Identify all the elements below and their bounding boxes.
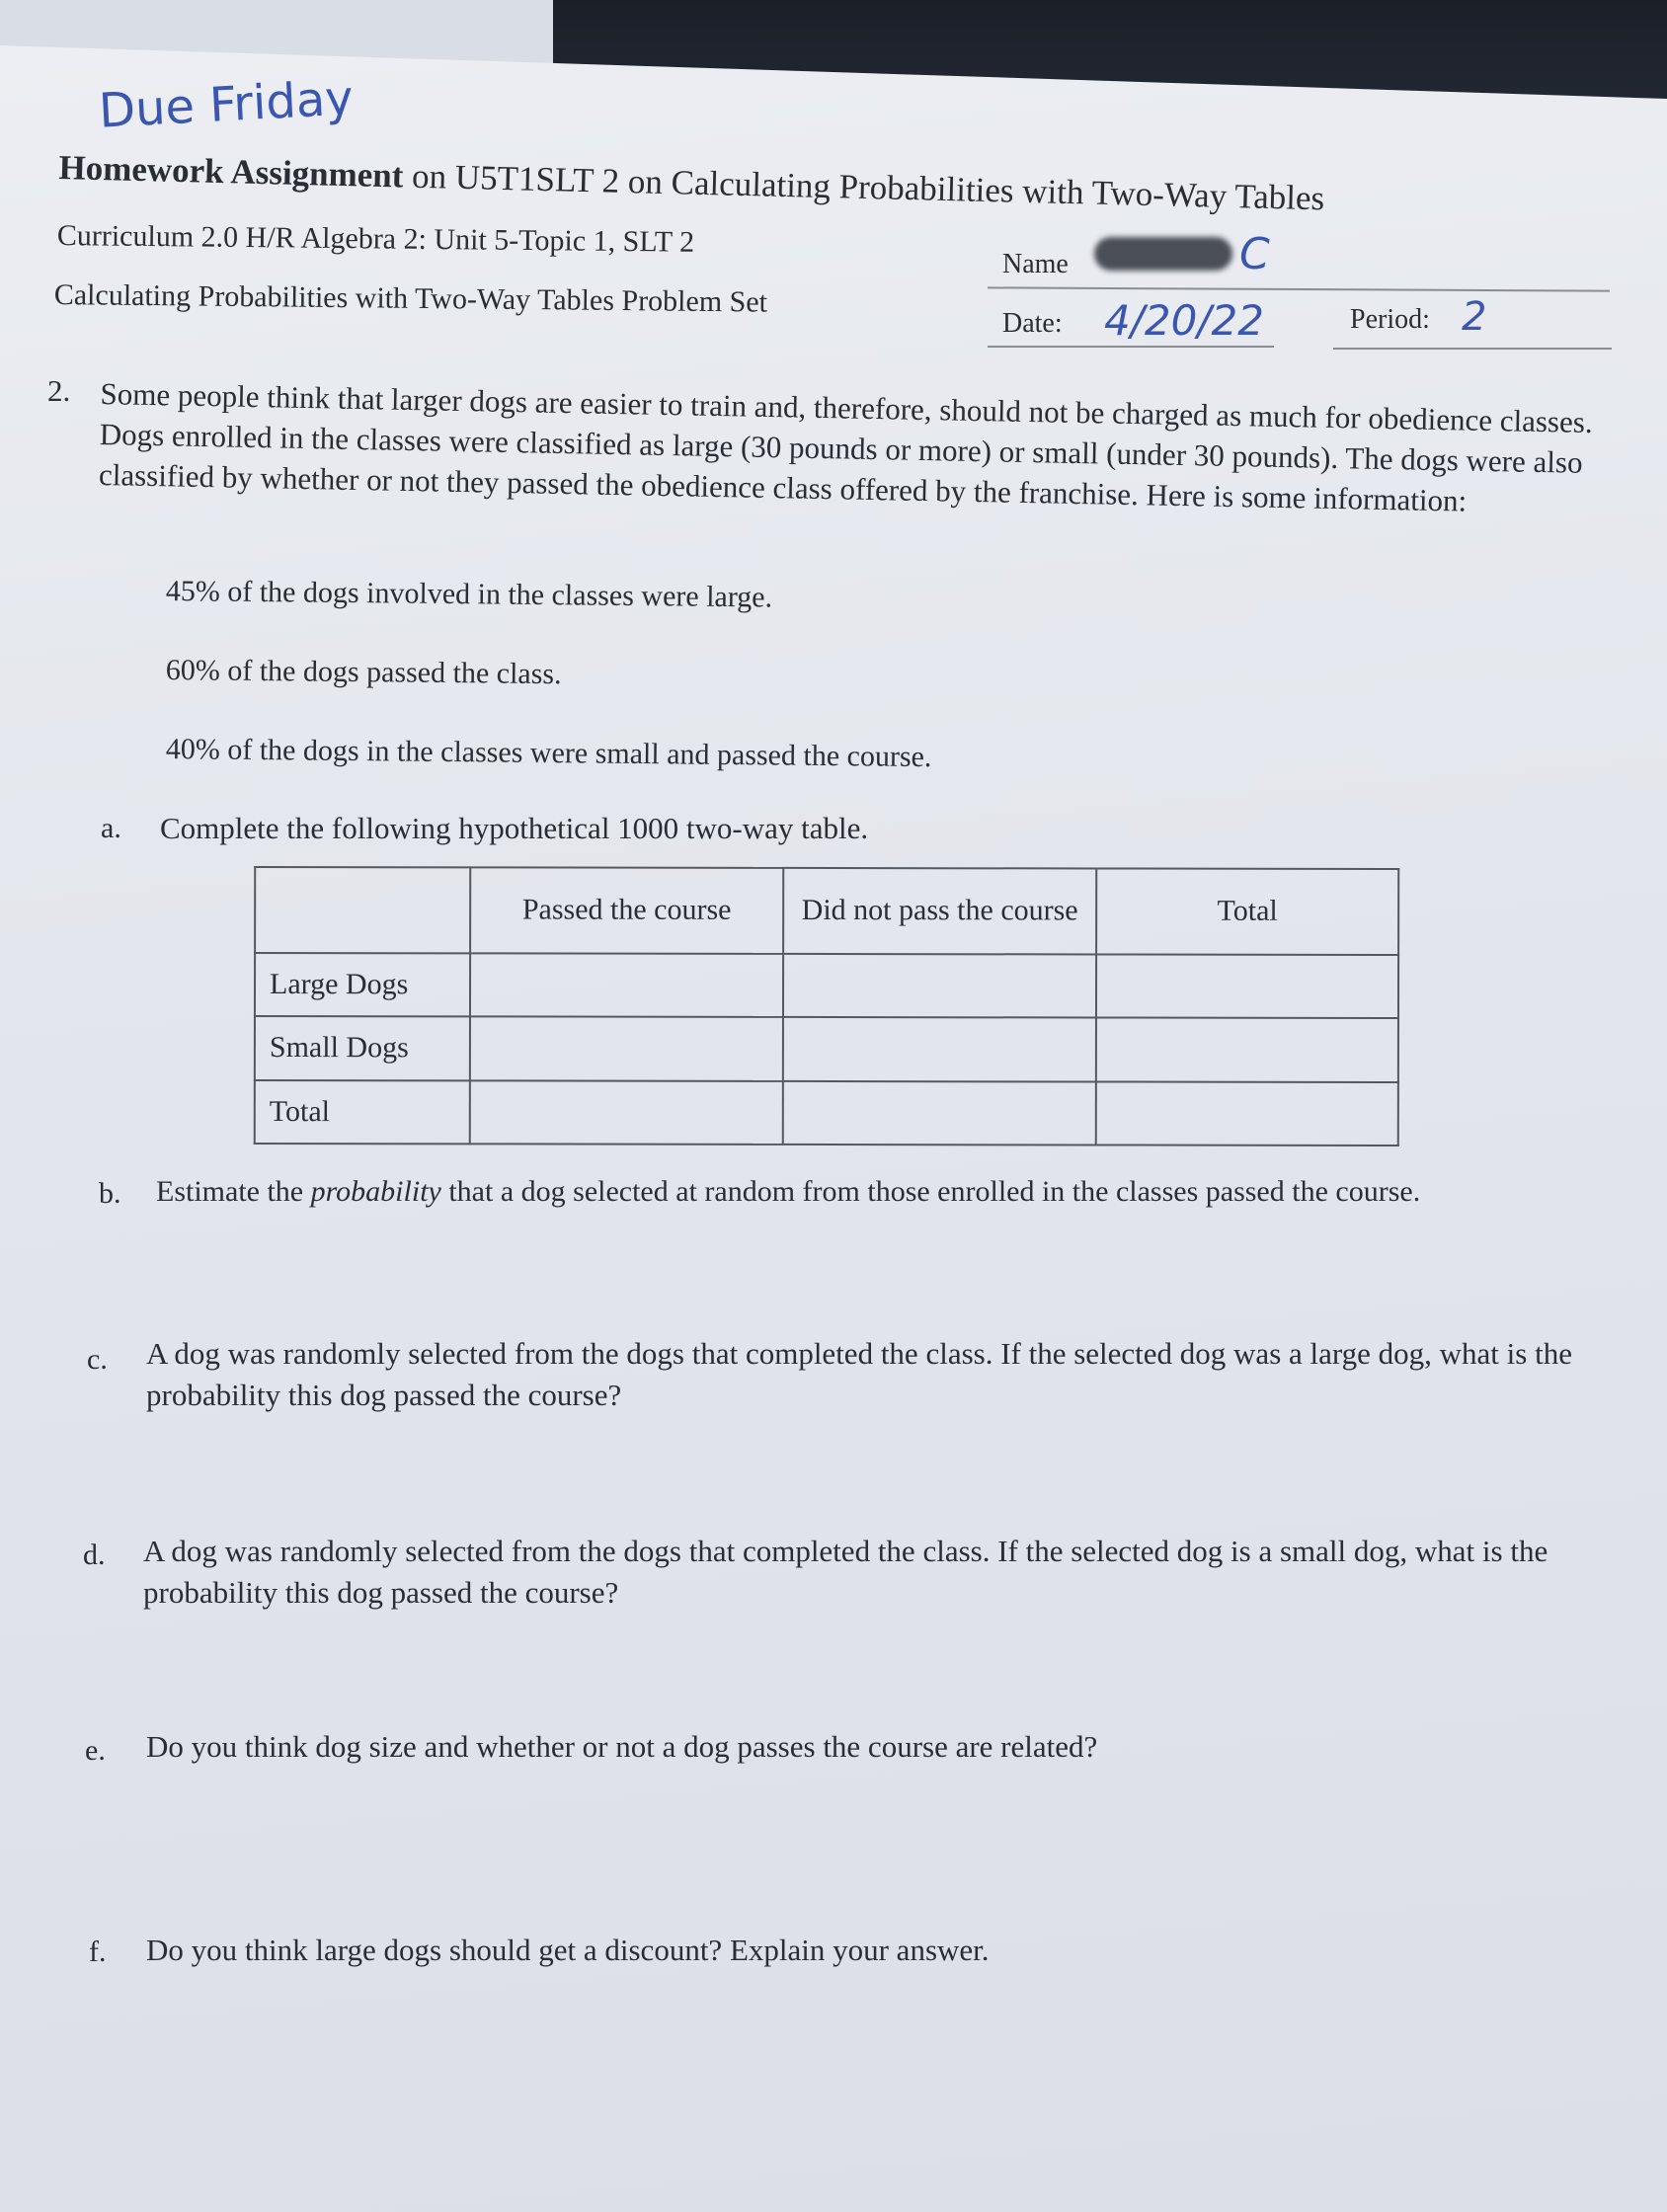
table-row [255, 953, 1398, 1018]
cell-small-total[interactable] [1096, 1018, 1398, 1082]
due-note: Due Friday [97, 70, 355, 139]
two-way-table [254, 866, 1399, 1146]
cell-small-passed[interactable] [470, 1016, 783, 1080]
cell-small-not-passed[interactable] [783, 1017, 1096, 1081]
part-b-emphasis: probability [310, 1175, 441, 1208]
part-e-label: e. [85, 1734, 106, 1767]
part-c-label: c. [87, 1343, 108, 1376]
cell-large-total[interactable] [1096, 954, 1398, 1018]
cell-grand-total[interactable] [1096, 1081, 1398, 1146]
part-d-text: A dog was randomly selected from the dogs that completed the class. If the selected dog is a small dog, what is the probability this dog passed the course? [143, 1534, 1548, 1610]
row-label-total: Total [255, 1080, 470, 1145]
part-f-text: Do you think large dogs should get a discount? Explain your answer. [146, 1933, 990, 1967]
date-underline [988, 346, 1274, 348]
part-b-text-before: Estimate the [156, 1175, 311, 1208]
cell-total-not-passed[interactable] [783, 1080, 1096, 1145]
table-row [255, 1016, 1398, 1081]
header-total: Total [1096, 868, 1398, 954]
date-label: Date: [1002, 308, 1063, 339]
title-rest: on U5T1SLT 2 on Calculating Probabilities with Two-Way Tables [402, 156, 1325, 218]
fact-small-passed: 40% of the dogs in the classes were small and passed the course. [165, 733, 932, 774]
cell-large-passed[interactable] [470, 953, 783, 1017]
redacted-name [1094, 237, 1232, 271]
part-b-label: b. [99, 1177, 121, 1210]
header-passed: Passed the course [470, 867, 783, 953]
row-label-small: Small Dogs [255, 1016, 470, 1080]
part-b-text-after: that a dog selected at random from those enrolled in the classes passed the course. [440, 1175, 1421, 1208]
date-value: 4/20/22 [1104, 296, 1264, 345]
title-bold: Homework Assignment [58, 148, 404, 196]
period-label: Period: [1350, 304, 1430, 335]
fact-passed: 60% of the dogs passed the class. [165, 654, 562, 691]
course-line: Curriculum 2.0 H/R Algebra 2: Unit 5-Topic 1, SLT 2 [56, 219, 695, 259]
cell-large-not-passed[interactable] [783, 954, 1096, 1018]
part-c-text: A dog was randomly selected from the dogs that completed the class. If the selected dog was a large dog, what is the probability this dog passed the course? [146, 1336, 1572, 1412]
problem-set-line: Calculating Probabilities with Two-Way Tables Problem Set [53, 278, 768, 319]
table-corner-cell [255, 867, 470, 953]
name-letter: C [1239, 229, 1270, 279]
part-b-text [156, 1173, 1578, 1211]
name-label: Name [1002, 249, 1069, 279]
part-d-label: d. [83, 1539, 106, 1571]
row-label-large: Large Dogs [255, 953, 470, 1017]
fact-large: 45% of the dogs involved in the classes were large. [165, 575, 773, 614]
period-underline [1333, 348, 1612, 350]
part-f-label: f. [89, 1936, 107, 1968]
question-text: Some people think that larger dogs are easier to train and, therefore, should not be charged as much for obedience classes. Dogs enrolled in the classes were classified as large (30 pounds or more) or small (under 30 pounds). The dogs were also classified by whether or not they passed the obedience class offered by the franchise. Here is some information: [98, 375, 1593, 518]
header-not-passed: Did not pass the course [783, 868, 1096, 954]
part-a-label: a. [101, 812, 121, 844]
table-row [255, 1080, 1398, 1146]
question-number: 2. [47, 373, 71, 408]
part-a-text: Complete the following hypothetical 1000 two-way table. [160, 811, 869, 845]
cell-total-passed[interactable] [470, 1080, 783, 1145]
period-value: 2 [1462, 294, 1487, 340]
table-header-row [255, 867, 1398, 955]
part-e-text: Do you think dog size and whether or not a dog passes the course are related? [146, 1729, 1098, 1764]
